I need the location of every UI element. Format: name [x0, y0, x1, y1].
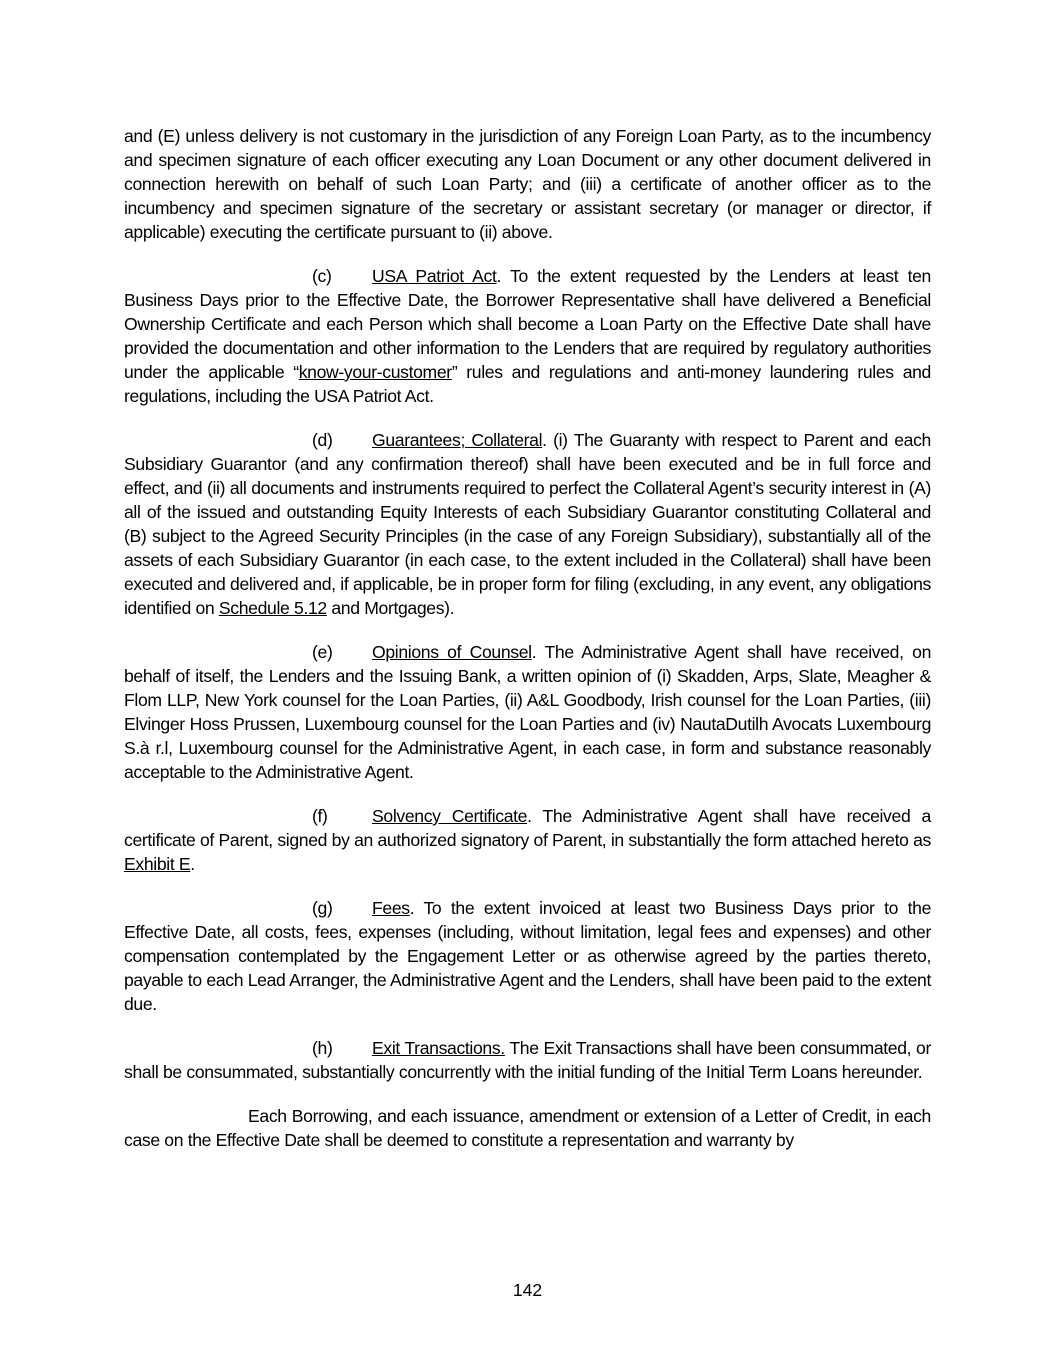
page-number: 142	[512, 1280, 543, 1300]
section-heading: Guarantees; Collateral	[372, 430, 543, 450]
section-number: (c)	[312, 266, 332, 286]
section-text: .	[190, 854, 195, 874]
section-text: and Mortgages).	[326, 598, 455, 618]
section-number: (h)	[312, 1038, 333, 1058]
section-heading: Solvency Certificate	[372, 806, 528, 826]
section-f-paragraph	[124, 804, 931, 876]
section-number: (d)	[312, 430, 333, 450]
section-h-paragraph	[124, 1036, 931, 1084]
continuation-paragraph: and (E) unless delivery is not customary in the jurisdiction of any Foreign Loan Party, as to the incumbency and specimen signature of each officer executing any Loan Document or any other document delivered in connection herewith on behalf of such Loan Party; and (iii) a certificate of another officer as to the incumbency and specimen signature of the secretary or assistant secretary (or manager or director, if applicable) executing the certificate pursuant to (ii) above.	[124, 126, 931, 242]
underlined-reference: Schedule 5.12	[218, 598, 327, 618]
section-g-paragraph	[124, 896, 931, 1016]
underlined-reference: Exhibit E	[124, 854, 191, 874]
section-number: (g)	[312, 898, 333, 918]
section-heading: Fees	[372, 898, 410, 918]
closing-paragraph: Each Borrowing, and each issuance, amendment or extension of a Letter of Credit, in each case on the Effective Date shall be deemed to constitute a representation and warranty by	[124, 1106, 931, 1150]
section-number: (f)	[312, 806, 328, 826]
section-text: . To the extent invoiced at least two Business Days prior to the Effective Date, all costs, fees, expenses (including, without limitation, legal fees and expenses) and other compensation contemplated by the Engagement Letter or as otherwise agreed by the parties thereto, payable to each Lead Arranger, the Administrative Agent and the Lenders, shall have been paid to the extent due.	[124, 898, 931, 1014]
section-text: . (i) The Guaranty with respect to Parent and each Subsidiary Guarantor (and any confirmation thereof) shall have been executed and be in full force and effect, and (ii) all documents and instruments required to perfect the Collateral Agent’s security interest in (A) all of the issued and outstanding Equity Interests of each Subsidiary Guarantor constituting Collateral and (B) subject to the Agreed Security Principles (in the case of any Foreign Subsidiary), substantially all of the assets of each Subsidiary Guarantor (in each case, to the extent included in the Collateral) shall have been executed and delivered and, if applicable, be in proper form for filing (excluding, in any event, any obligations identified on	[124, 430, 931, 618]
section-number: (e)	[312, 642, 333, 662]
section-heading: Opinions of Counsel	[372, 642, 532, 662]
document-page	[124, 124, 931, 1172]
section-d-paragraph	[124, 428, 931, 620]
section-text: The Exit Transactions shall have been consummated, or shall be consummated, substantially concurrently with the initial funding of the Initial Term Loans hereunder.	[124, 1038, 931, 1082]
section-e-paragraph	[124, 640, 931, 784]
section-text: . The Administrative Agent shall have received, on behalf of itself, the Lenders and the Issuing Bank, a written opinion of (i) Skadden, Arps, Slate, Meagher & Flom LLP, New York counsel for the Loan Parties, (ii) A&L Goodbody, Irish counsel for the Loan Parties, (iii) Elvinger Hoss Prussen, Luxembourg counsel for the Loan Parties and (iv) NautaDutilh Avocats Luxembourg S.à r.l, Luxembourg counsel for the Administrative Agent, in each case, in form and substance reasonably acceptable to the Administrative Agent.	[124, 642, 931, 782]
section-text: . To the extent requested by the Lenders at least ten Business Days prior to the Effective Date, the Borrower Representative shall have delivered a Beneficial Ownership Certificate and each Person which shall become a Loan Party on the Effective Date shall have provided the documentation and other information to the Lenders that are required by regulatory authorities under the applicable “	[124, 266, 931, 382]
section-heading: Exit Transactions.	[372, 1038, 505, 1058]
section-c-paragraph	[124, 264, 931, 408]
section-text: ” rules and regulations and anti-money laundering rules and regulations, including the USA Patriot Act.	[124, 362, 931, 406]
underlined-term: know-your-customer	[298, 362, 452, 382]
section-text: . The Administrative Agent shall have received a certificate of Parent, signed by an authorized signatory of Parent, in substantially the form attached hereto as	[124, 806, 931, 850]
section-heading: USA Patriot Act	[372, 266, 497, 286]
